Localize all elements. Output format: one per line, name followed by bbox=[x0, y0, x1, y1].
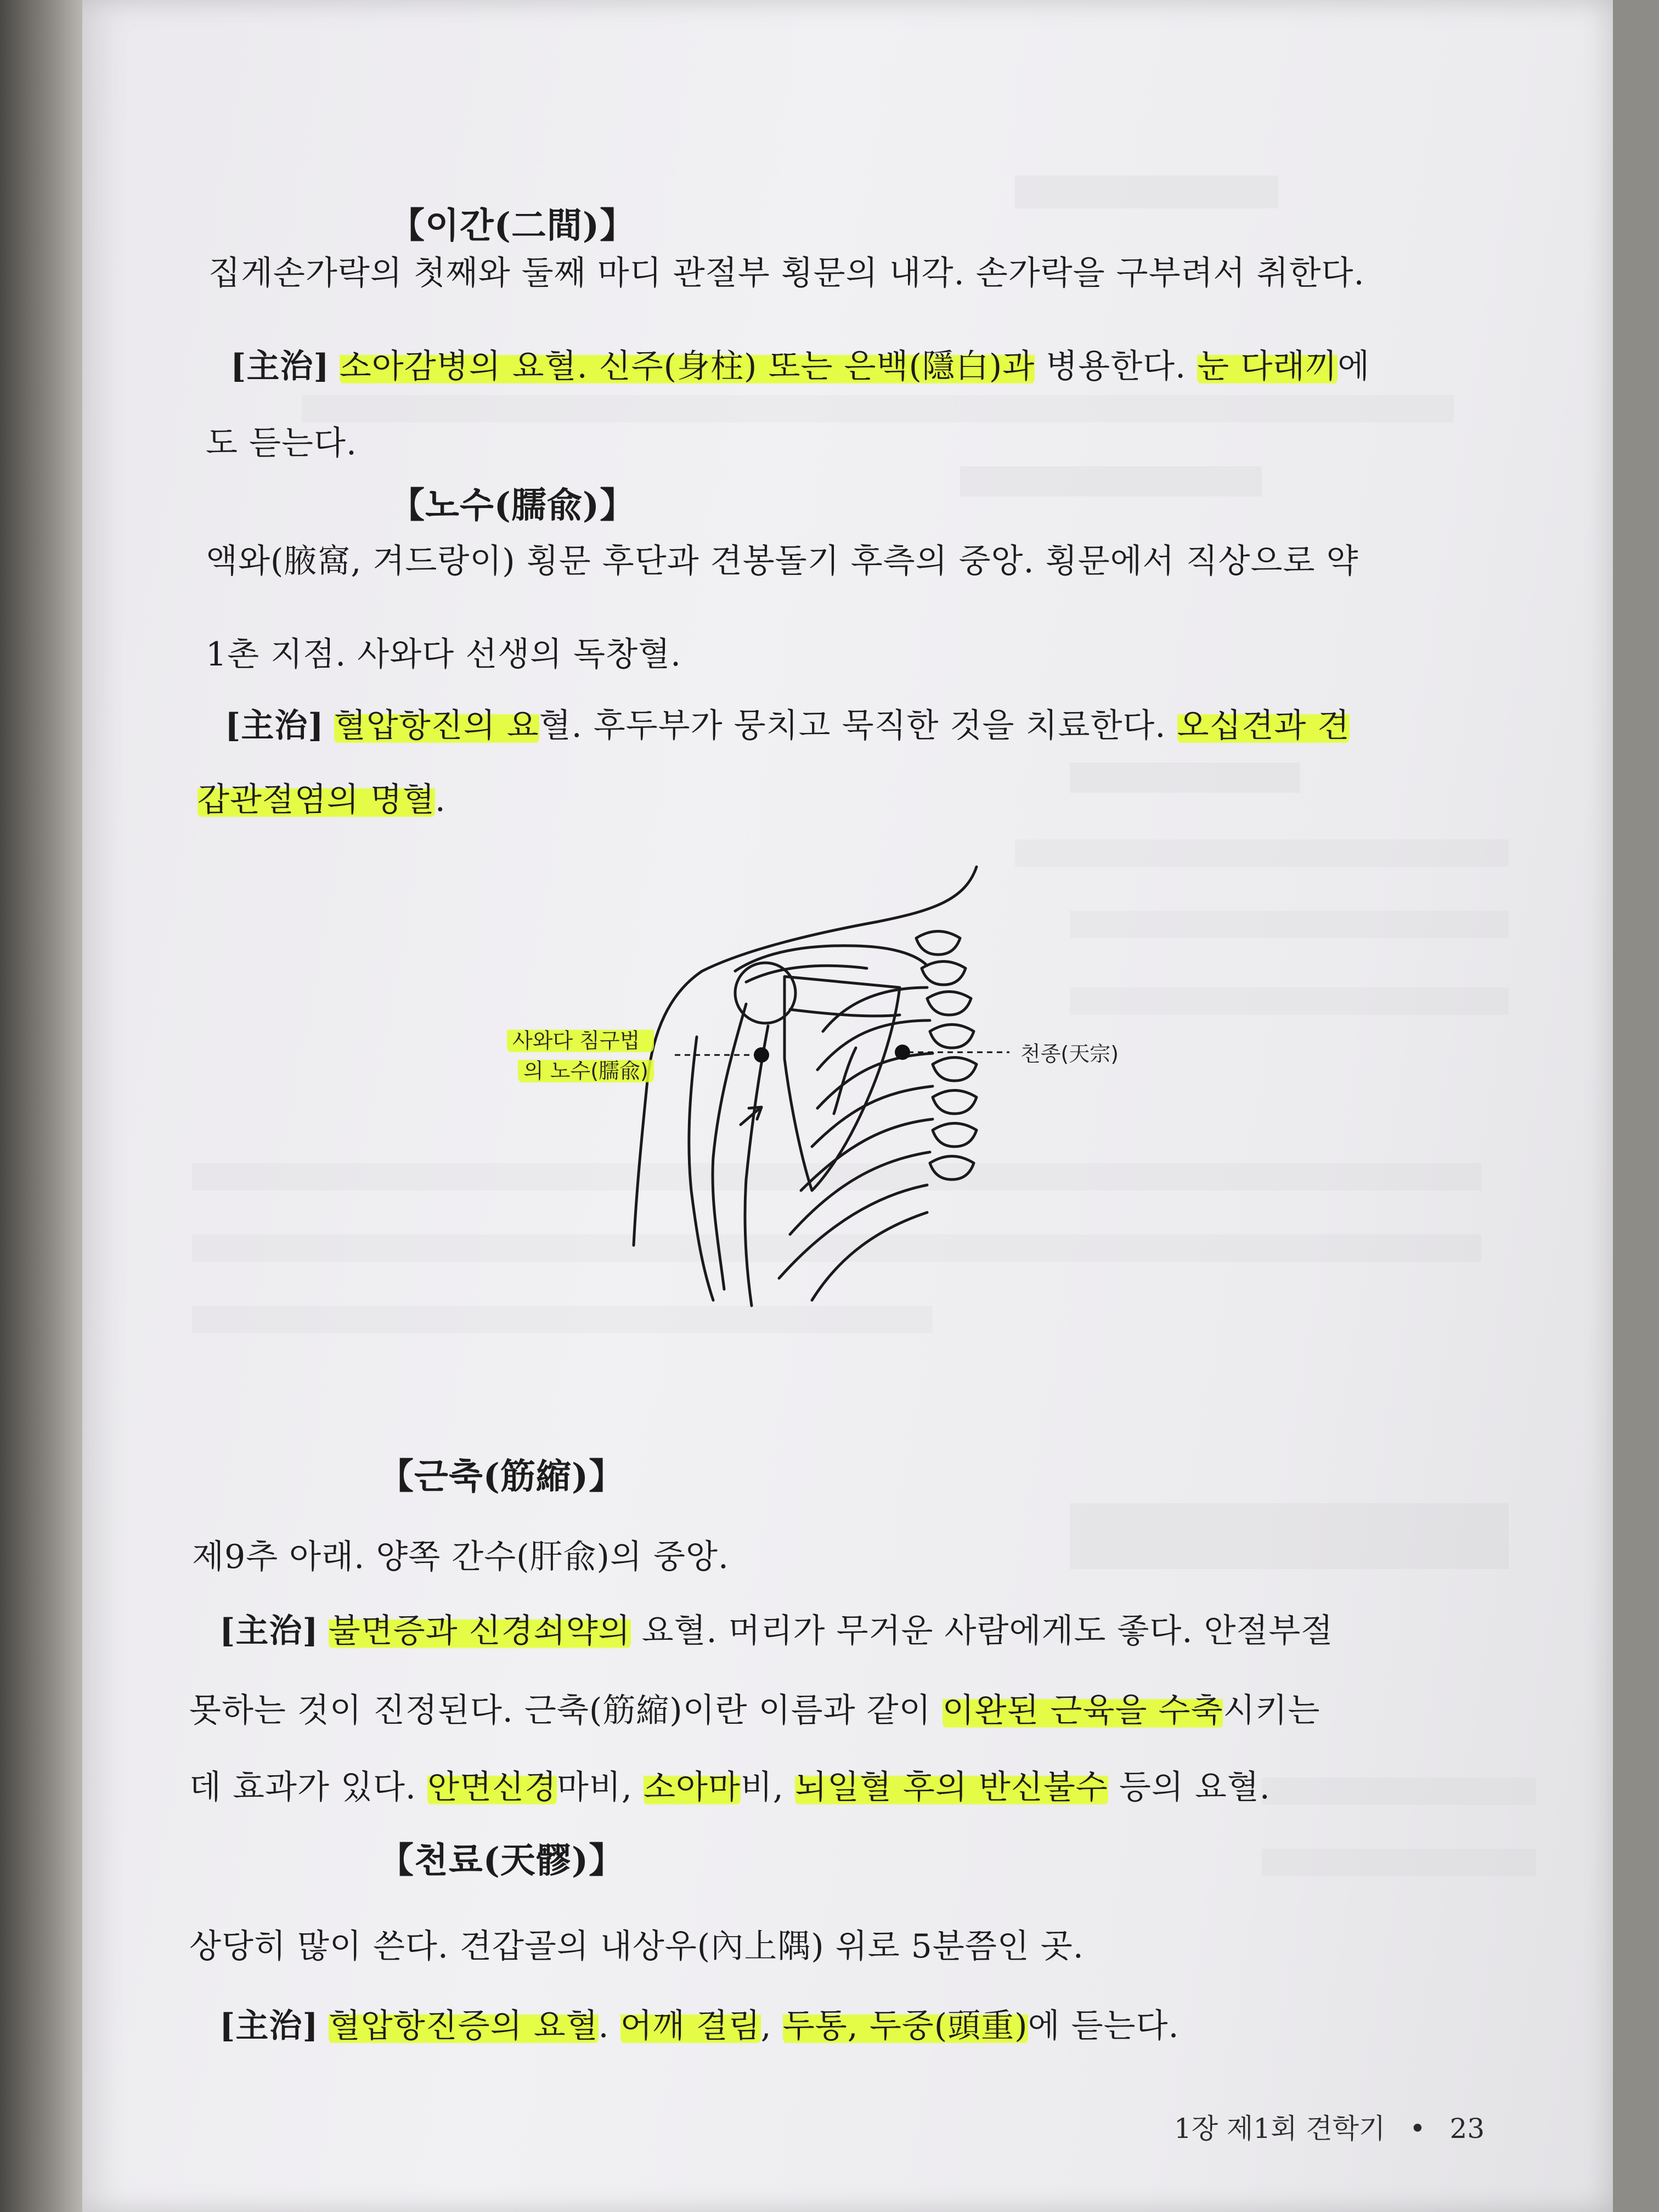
highlight: 뇌일혈 후의 반신불수 bbox=[794, 1768, 1108, 1807]
chapter-title: 1장 제1회 견학기 bbox=[1174, 2113, 1386, 2145]
text-run: 못하는 것이 진정된다. 근축(筋縮)이란 이름과 같이 bbox=[189, 1691, 943, 1730]
text-run: 시키는 bbox=[1223, 1691, 1321, 1730]
text-run: 요혈. 머리가 무거운 사람에게도 좋다. 안절부절 bbox=[630, 1612, 1334, 1650]
nosu-treatment bbox=[225, 699, 1350, 747]
text-run: . bbox=[435, 781, 446, 819]
figure-label-line-2: 의 노수(臑兪) bbox=[518, 1054, 654, 1084]
highlight: 이완된 근육을 수축 bbox=[942, 1691, 1223, 1730]
bleed-through-block bbox=[1070, 763, 1300, 793]
adjacent-page-edge bbox=[0, 0, 82, 2212]
shoulder-illustration bbox=[461, 850, 1174, 1361]
footer-bullet: • bbox=[1409, 2113, 1426, 2145]
section-heading-igan: 【이간(二間)】 bbox=[390, 205, 636, 246]
cheonryo-treatment bbox=[219, 2000, 1180, 2047]
treatment-label: [主治] bbox=[219, 1612, 319, 1650]
point-cheonjong bbox=[895, 1045, 910, 1060]
page-number: 23 bbox=[1449, 2113, 1485, 2145]
figure-label-line-1: 사와다 침구법 bbox=[507, 1024, 654, 1054]
section-heading-nosu: 【노수(臑兪)】 bbox=[390, 485, 636, 526]
geunchuk-treatment-2 bbox=[189, 1684, 1320, 1731]
highlight: 어깨 결림 bbox=[620, 2007, 761, 2045]
igan-location: 집게손가락의 첫째와 둘째 마디 관절부 횡문의 내각. 손가락을 구부려서 취한다. bbox=[208, 254, 1365, 292]
figure-label-cheonjong: 천종(天宗) bbox=[1020, 1042, 1119, 1066]
bleed-through-block bbox=[1015, 176, 1278, 208]
bleed-through-block bbox=[960, 466, 1262, 496]
text-run: . bbox=[598, 2007, 620, 2045]
highlight: 소아마 bbox=[643, 1768, 741, 1807]
highlight: 안면신경 bbox=[427, 1768, 557, 1807]
text-run: 데 효과가 있다. bbox=[189, 1768, 428, 1807]
bleed-through-block bbox=[302, 395, 1454, 422]
figure-label-nosu bbox=[499, 1020, 662, 1087]
highlight: 두통, 두중(頭重) bbox=[782, 2007, 1028, 2045]
text-run: 등의 요혈. bbox=[1108, 1768, 1271, 1807]
highlight: 눈 다래끼 bbox=[1197, 347, 1338, 386]
text-run: 병용한다. bbox=[1035, 347, 1198, 386]
igan-treatment bbox=[230, 340, 1370, 387]
geunchuk-treatment-3 bbox=[189, 1761, 1271, 1808]
text-run: 혈. 후두부가 뭉치고 묵직한 것을 치료한다. bbox=[539, 707, 1177, 745]
text-run: , bbox=[760, 2007, 783, 2045]
highlight: 혈압항진증의 요혈 bbox=[328, 2007, 599, 2045]
cheonryo-location: 상당히 많이 쓴다. 견갑골의 내상우(內上隅) 위로 5분쯤인 곳. bbox=[189, 1927, 1084, 1966]
section-heading-cheonryo: 【천료(天髎)】 bbox=[379, 1840, 625, 1881]
highlight: 오십견과 견 bbox=[1177, 707, 1350, 745]
text-run: 마비, bbox=[556, 1768, 644, 1807]
nosu-location-2: 1촌 지점. 사와다 선생의 독창혈. bbox=[206, 635, 682, 674]
highlight: 갑관절염의 명혈 bbox=[198, 781, 435, 819]
shoulder-anatomy-drawing bbox=[461, 850, 1174, 1361]
highlight: 혈압항진의 요 bbox=[334, 707, 539, 745]
igan-treatment-cont: 도 듣는다. bbox=[206, 424, 357, 462]
highlight: 불면증과 신경쇠약의 bbox=[328, 1612, 631, 1650]
bleed-through-block bbox=[1070, 1503, 1509, 1569]
nosu-treatment-cont bbox=[198, 774, 446, 821]
section-heading-geunchuk: 【근축(筋縮)】 bbox=[379, 1456, 625, 1497]
book-page bbox=[82, 0, 1613, 2212]
treatment-label: [主治] bbox=[225, 707, 324, 745]
highlight: 소아감병의 요혈. 신주(身柱) 또는 은백(隱白)과 bbox=[339, 347, 1035, 386]
bleed-through-block bbox=[1262, 1778, 1536, 1805]
page-footer bbox=[1174, 2107, 1485, 2146]
bleed-through-block bbox=[1262, 1849, 1536, 1876]
treatment-label: [主治] bbox=[230, 347, 330, 386]
text-run: 에 bbox=[1338, 347, 1370, 386]
text-run: 에 듣는다. bbox=[1028, 2007, 1180, 2045]
nosu-location-1: 액와(腋窩, 겨드랑이) 횡문 후단과 견봉돌기 후측의 중앙. 횡문에서 직상으로 약 bbox=[206, 542, 1359, 580]
geunchuk-location: 제9추 아래. 양쪽 간수(肝兪)의 중앙. bbox=[192, 1538, 729, 1576]
text-run: 비, bbox=[740, 1768, 795, 1807]
geunchuk-treatment-1 bbox=[219, 1605, 1333, 1652]
treatment-label: [主治] bbox=[219, 2007, 319, 2045]
